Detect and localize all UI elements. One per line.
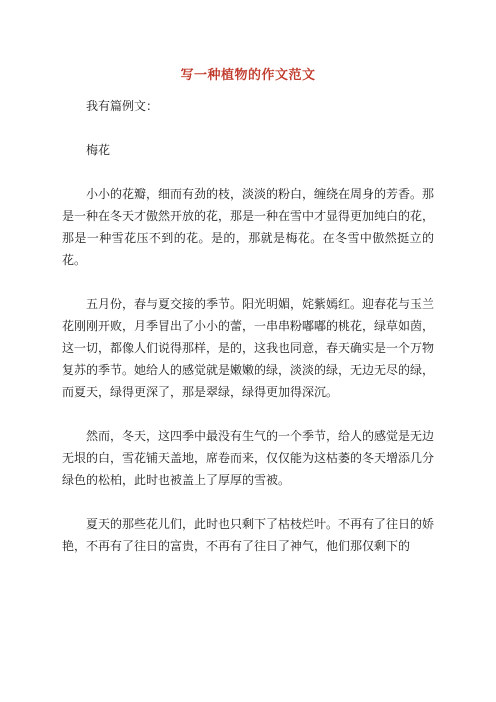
essay-heading: 梅花 [86,143,111,157]
paragraph-2: 五月份，春与夏交接的季节。阳光明媚，姹紫嫣红。迎春花与玉兰花刚刚开败，月季冒出了小小的蕾，一串串粉嘟嘟的桃花，绿草如茵，这一切，都像人们说得那样，是的，这我也同意，春天确实是一个万物复苏的季节。她给人的感觉就是嫩嫩的绿，淡淡的绿，无边无尽的绿，而夏天，绿得更深了，那是翠绿，绿得更加得深沉。 [62,297,435,399]
paragraph-1: 小小的花瓣，细而有劲的枝，淡淡的粉白，缠绕在周身的芳香。那是一种在冬天才傲然开放的花，那是一种在雪中才显得更加纯白的花，那是一种雪花压不到的花。是的，那就是梅花。在冬雪中傲然挺立的花。 [62,187,435,267]
document-body [62,95,434,557]
intro-paragraph: 我有篇例文： [86,99,159,113]
paragraph-3: 然而，冬天，这四季中最没有生气的一个季节，给人的感觉是无边无垠的白，雪花铺天盖地，席卷而来，仅仅能为这枯萎的冬天增添几分绿色的松柏，此时也被盖上了厚厚的雪被。 [62,429,435,487]
document-title: 写一种植物的作文范文 [180,68,316,83]
paragraph-4: 夏天的那些花儿们，此时也只剩下了枯枝烂叶。不再有了往日的娇艳，不再有了往日的富贵，不再有了往日了神气，他们那仅剩下的 [62,517,435,553]
